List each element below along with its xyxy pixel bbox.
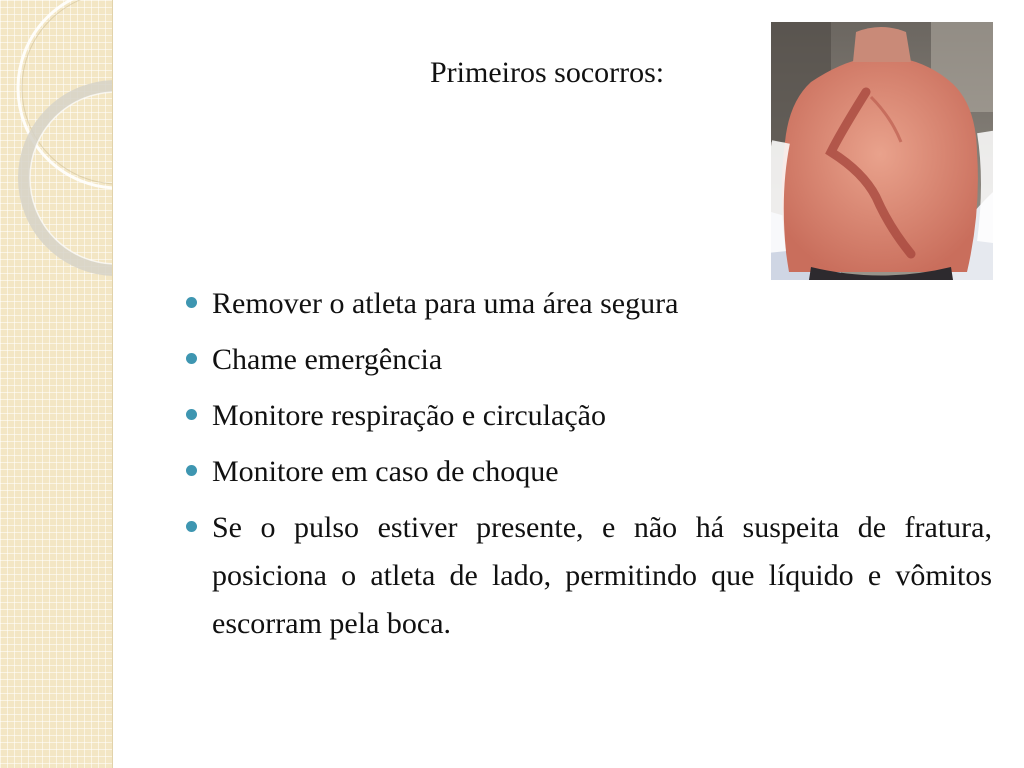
bullet-dot-icon [186,521,197,532]
bullet-item [186,448,992,496]
bullet-item [186,392,992,440]
bullet-list [186,280,992,648]
bullet-text: Monitore respiração e circulação [212,399,606,432]
bullet-item [186,280,992,328]
bullet-text: Chame emergência [212,343,443,376]
decorative-rings [0,0,112,768]
bullet-dot-icon [186,409,197,420]
bullet-dot-icon [186,465,197,476]
bullet-text: Monitore em caso de choque [212,455,559,488]
bullet-text: Remover o atleta para uma área segura [212,287,679,320]
bullet-item [186,336,992,384]
bullet-text: Se o pulso estiver presente, e não há suspeita de fratura, posiciona o atleta de lado, permitindo que líquido e vômitos escorram pela boca. [212,511,992,640]
back-burn-photo [771,22,993,280]
bullet-dot-icon [186,297,197,308]
bullet-dot-icon [186,353,197,364]
slide-title: Primeiros socorros: [430,56,665,89]
decorative-side-band [0,0,113,768]
bullet-item [186,504,992,648]
